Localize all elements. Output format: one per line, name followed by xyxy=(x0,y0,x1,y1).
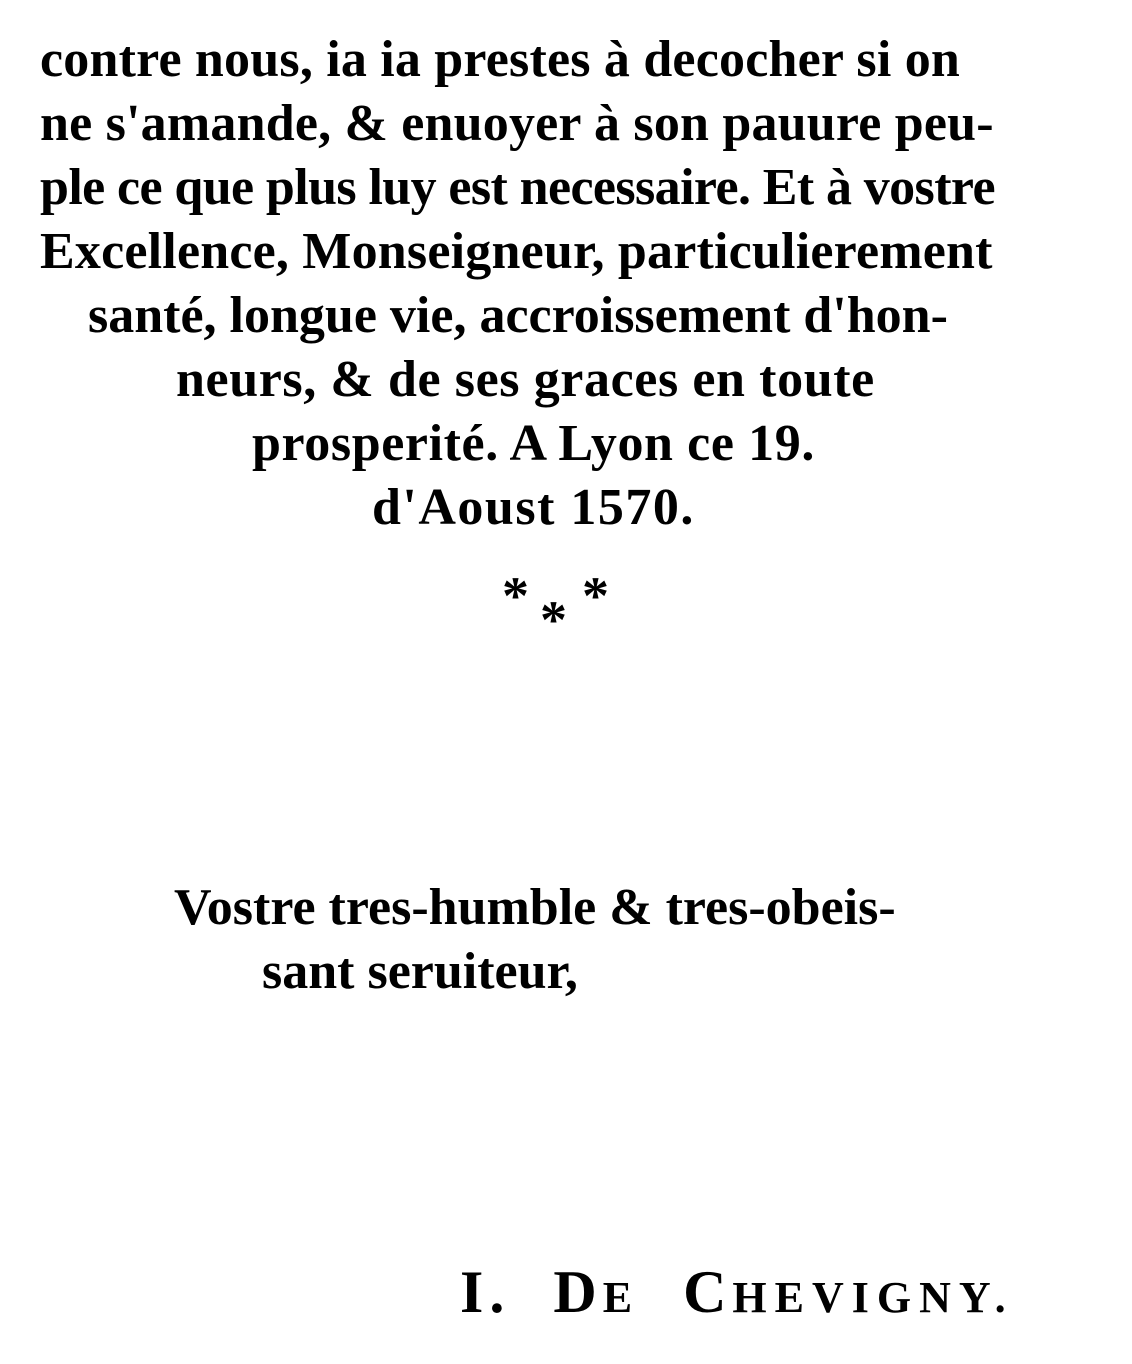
signature-line xyxy=(460,1258,1014,1327)
signature-surname-cap: C xyxy=(683,1259,733,1325)
body-line-6: neurs, & de ses graces en toute xyxy=(176,351,875,408)
closing-line-2: sant seruiteur, xyxy=(262,943,578,1000)
signature-initial: I. xyxy=(460,1259,511,1325)
body-line-7: prosperité. A Lyon ce 19. xyxy=(252,415,815,472)
asterism-star-left: * xyxy=(502,566,529,626)
asterism-ornament xyxy=(498,560,628,650)
body-line-8: d'Aoust 1570. xyxy=(372,479,695,536)
signature-prefix-cap: D xyxy=(553,1259,603,1325)
body-line-3: ple ce que plus luy est necessaire. Et à vostre xyxy=(40,159,995,216)
signature-prefix-rest: E xyxy=(602,1273,641,1322)
body-line-4: Excellence, Monseigneur, particulierement xyxy=(40,223,993,280)
signature-surname-rest: HEVIGNY. xyxy=(732,1273,1014,1322)
body-line-5: santé, longue vie, accroissement d'hon- xyxy=(88,287,948,344)
body-line-2: ne s'amande, & enuoyer à son pauure peu- xyxy=(40,95,994,152)
asterism-star-center: * xyxy=(540,590,567,650)
closing-line-1: Vostre tres-humble & tres-obeis- xyxy=(174,879,896,936)
body-line-1: contre nous, ia ia prestes à decocher si on xyxy=(40,31,961,88)
asterism-star-right: * xyxy=(582,566,609,626)
